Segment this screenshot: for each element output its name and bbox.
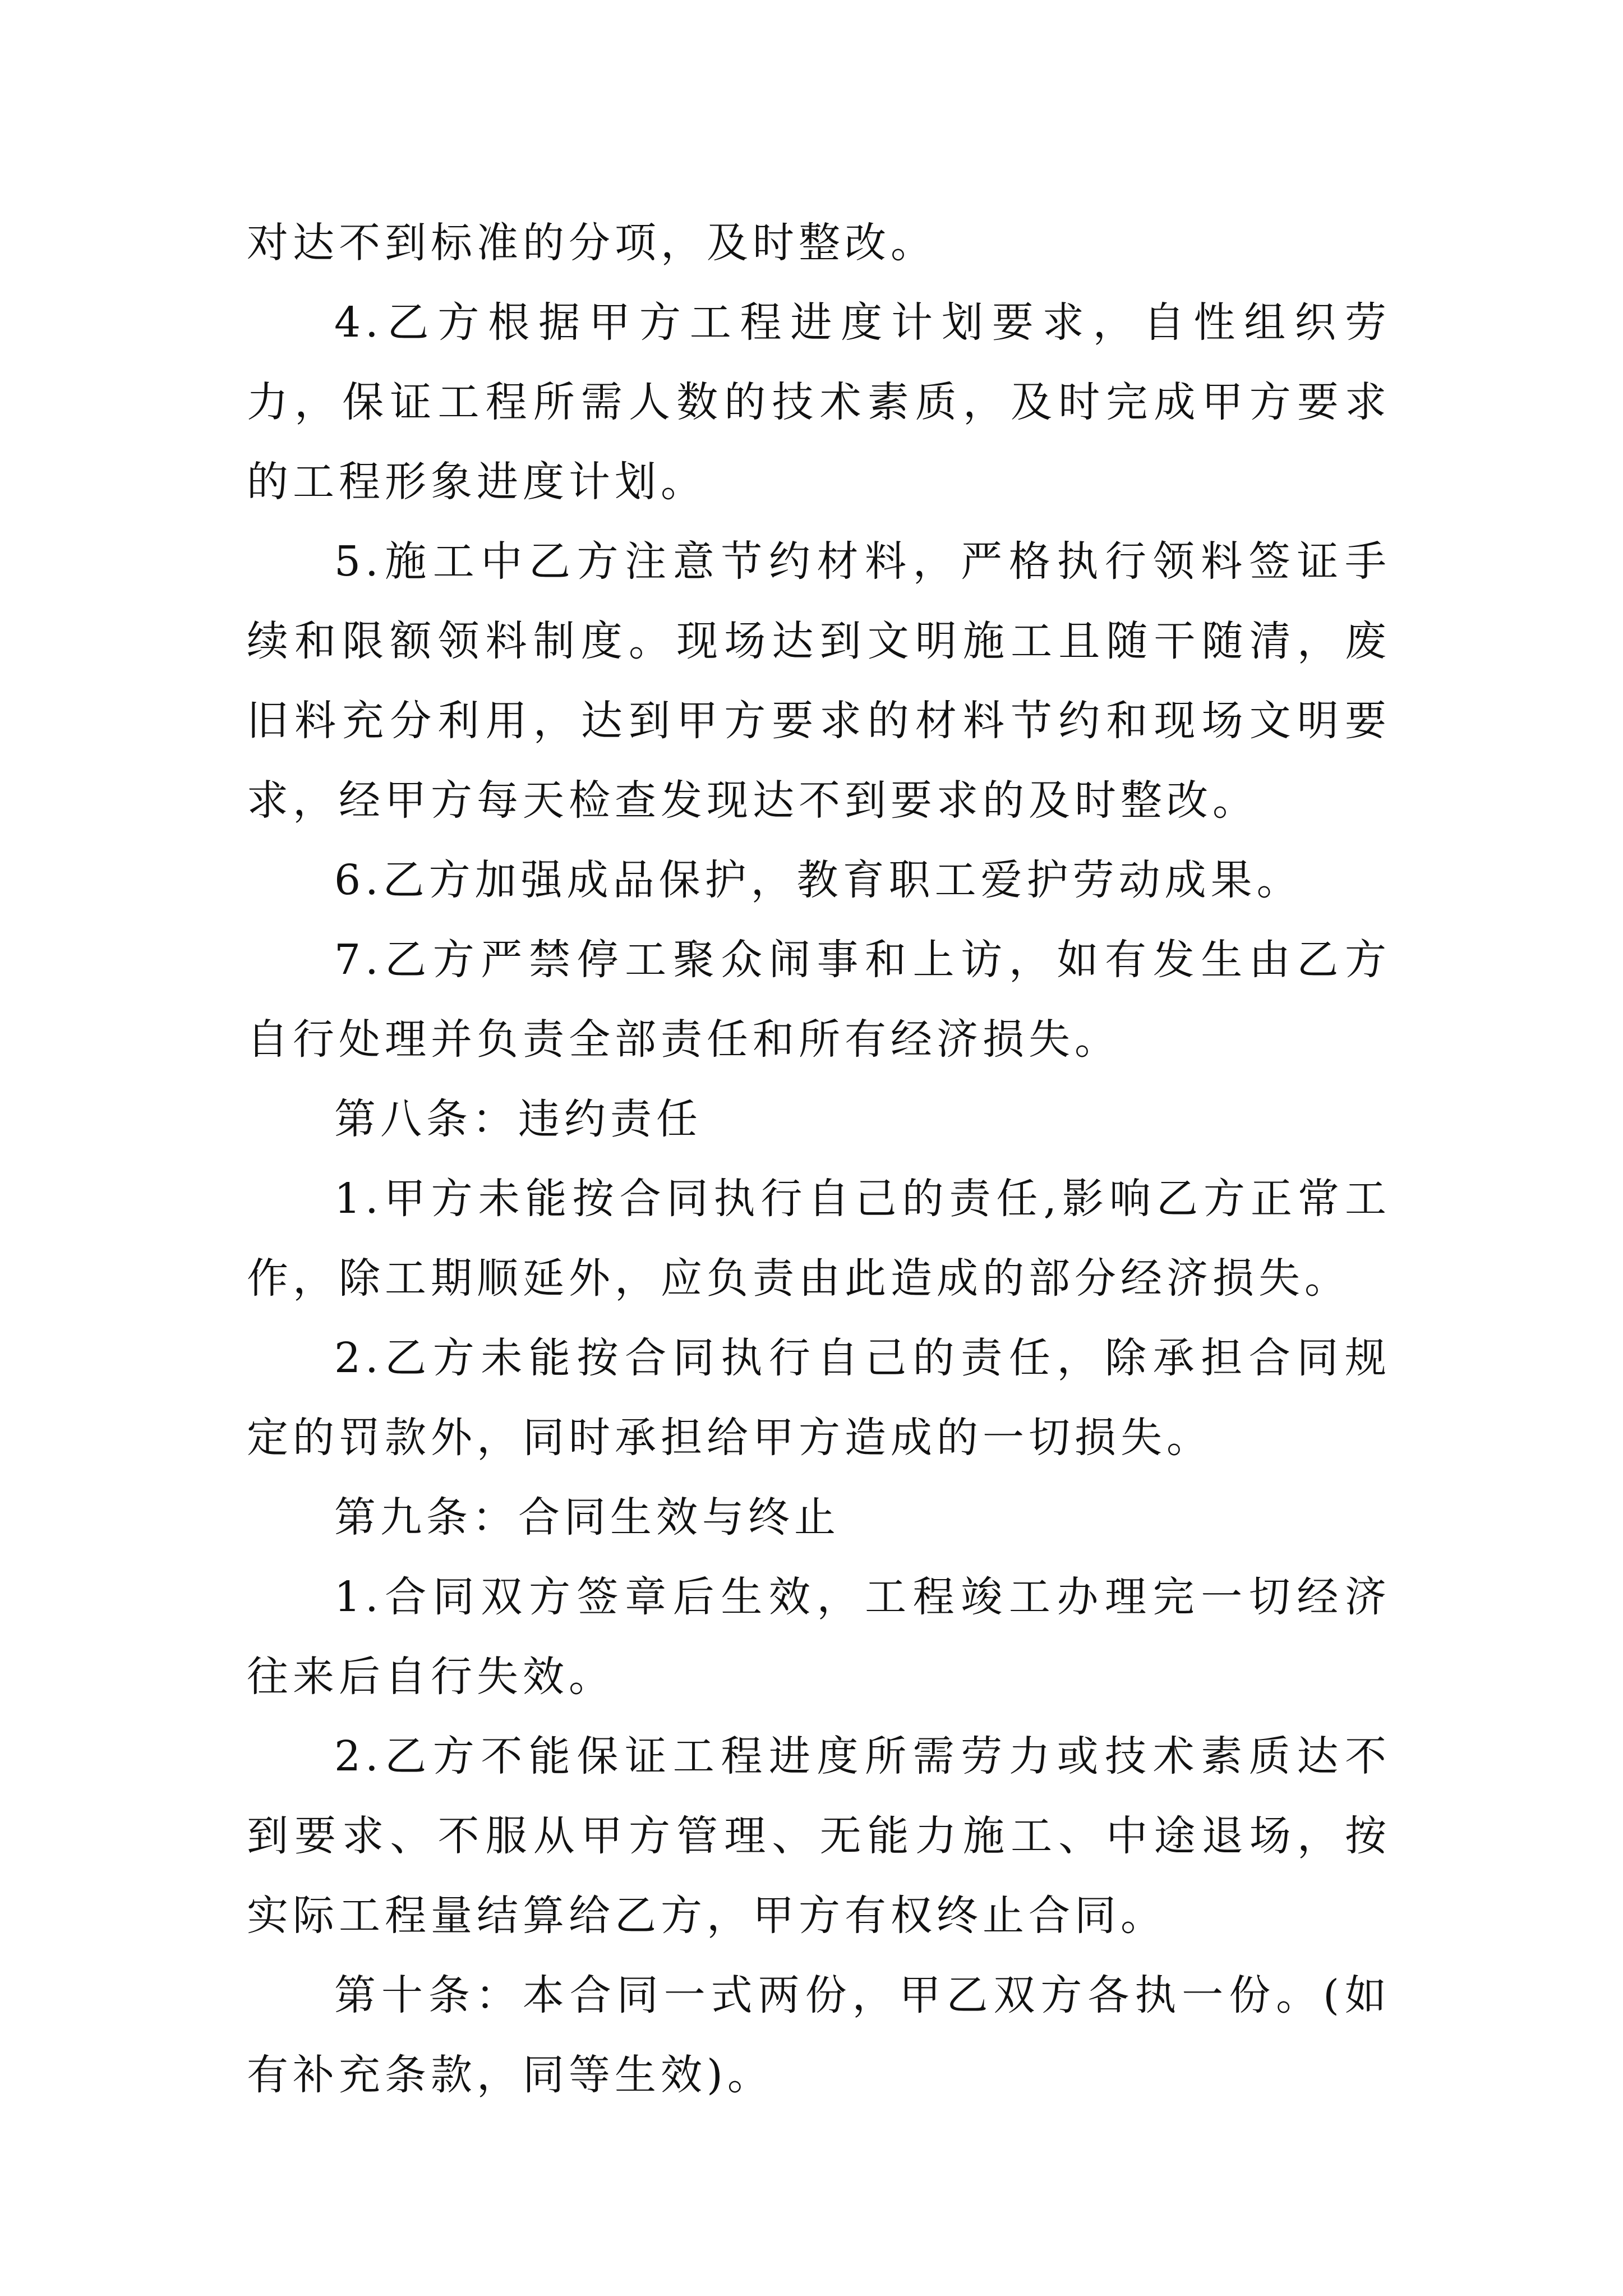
article-8-item-2: 2.乙方未能按合同执行自己的责任，除承担合同规定的罚款外，同时承担给甲方造成的一切损失。 [247,1334,1391,1462]
article-8-heading: 第八条：违约责任 [334,1095,702,1143]
article-9-item-1: 1.合同双方签章后生效，工程竣工办理完一切经济往来后自行失效。 [247,1573,1391,1701]
article-8-item-1: 1.甲方未能按合同执行自己的责任,影响乙方正常工作，除工期顺延外，应负责由此造成的部分经济损失。 [247,1175,1391,1303]
article-9-heading: 第九条：合同生效与终止 [334,1493,840,1542]
document-body [247,203,1391,2115]
paragraph-item-7: 7.乙方严禁停工聚众闹事和上访，如有发生由乙方自行处理并负责全部责任和所有经济损失。 [247,936,1391,1064]
paragraph-item-6: 6.乙方加强成品保护，教育职工爱护劳动成果。 [334,856,1303,904]
paragraph-item-5: 5.施工中乙方注意节约材料，严格执行领料签证手续和限额领料制度。现场达到文明施工且随干随清，废旧料充分利用，达到甲方要求的材料节约和现场文明要求，经甲方每天检查发现达不到要求的及时整改。 [247,537,1391,825]
article-10: 第十条：本合同一式两份，甲乙双方各执一份。(如有补充条款，同等生效)。 [247,1971,1391,2099]
paragraph-item-4: 4.乙方根据甲方工程进度计划要求，自性组织劳力，保证工程所需人数的技术素质，及时完成甲方要求的工程形象进度计划。 [247,298,1391,506]
article-9-item-2: 2.乙方不能保证工程进度所需劳力或技术素质达不到要求、不服从甲方管理、无能力施工、中途退场，按实际工程量结算给乙方，甲方有权终止合同。 [247,1732,1391,1940]
paragraph-continuation: 对达不到标准的分项，及时整改。 [247,219,937,267]
